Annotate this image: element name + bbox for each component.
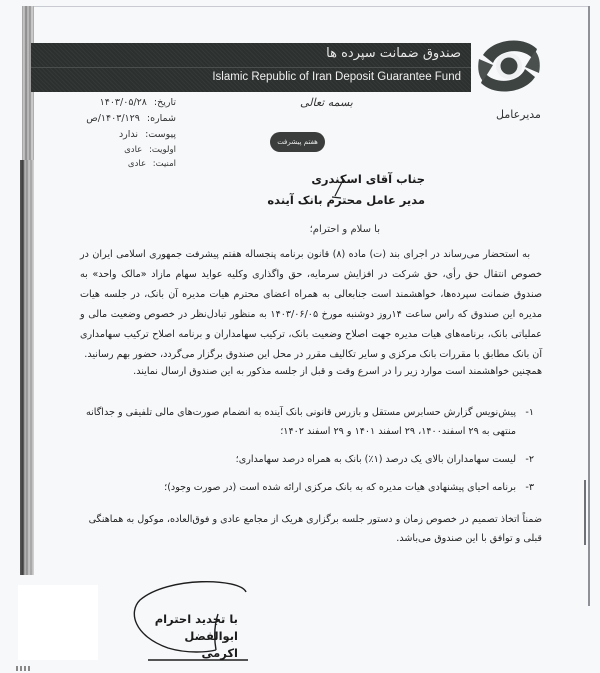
org-name-english: Islamic Republic of Iran Deposit Guarantee Fund [212, 71, 461, 83]
list-item-number: ۱- [525, 407, 534, 418]
letter-meta [56, 97, 176, 173]
page-frame-right [588, 6, 590, 606]
list-item [80, 451, 542, 469]
greeting: با سلام و احترام؛ [309, 224, 380, 235]
signatory-name: ابوالفضل اکرمی [184, 629, 238, 660]
meta-security [56, 159, 176, 173]
list-item [80, 403, 542, 441]
deposit-fund-logo-icon [475, 35, 543, 97]
letterhead-divider [31, 67, 471, 68]
priority-label: اولویت: [148, 145, 176, 155]
closing-paragraph: ضمناً اتخاذ تصمیم در خصوص زمان و دستور جلسه برگزاری هریک از مجامع عادی و فوق‌العاده، موکول به هماهنگی قبلی و توافق با این صندوق می‌باشد. [88, 514, 542, 544]
date-value: ۱۴۰۳/۰۵/۲۸ [99, 97, 147, 108]
list-item-text: پیش‌نویس گزارش حسابرس مستقل و بازرس قانونی بانک آینده به انضمام صورت‌های مالی تلفیقی و جداگانه منتهی به ۲۹ اسفند۱۴۰۰، ۲۹ اسفند ۱۴۰۱ و ۲۹ اسفند ۱۴۰۲؛ [85, 407, 516, 437]
bismillah-heading: بسمه تعالی [300, 96, 353, 109]
list-item-number: ۲- [525, 454, 534, 465]
meta-date [56, 97, 176, 113]
number-label: شماره: [146, 113, 176, 124]
redacted-area [18, 585, 98, 660]
binding-strip [20, 160, 34, 575]
page-frame-right-lower [584, 480, 586, 545]
attachment-value: ندارد [118, 129, 139, 140]
number-value: ۱۴۰۳/۱۲۹/ص [86, 113, 140, 124]
letterhead-band [31, 43, 471, 92]
handwritten-tick-icon [331, 178, 345, 200]
list-item [80, 479, 542, 497]
body-paragraph-2: همچنین خواهشمند است موارد زیر را در اسرع وقت و قبل از جلسه مذکور به این صندوق ارسال نمایند. [133, 366, 542, 377]
meta-attachment [56, 129, 176, 145]
department-label: مدیرعامل [496, 108, 541, 121]
list-item-text: برنامه احیای پیشنهادی هیات مدیره که به بانک مرکزی ارائه شده است (در صورت وجود)؛ [164, 482, 516, 493]
request-list [80, 403, 542, 497]
body-paragraph-1 [80, 245, 542, 365]
signature-block [150, 611, 238, 662]
paragraph-1-text: به استحضار می‌رساند در اجرای بند (ت) ماده (۸) قانون برنامه پنجساله هفتم پیشرفت جمهوری اسلامی ایران در خصوص انتقال حق رأی، حق شرکت در افزایش سرمایه، حق واگذاری وکلیه عواید سهام مازاد «مالک واحد» به صندوق ضمانت سپرده‌ها، خواهشمند است جنابعالی به همراه اعضای محترم هیات مدیره آن بانک، در جلسه هیات مدیره این صندوق که راس ساعت ۱۴روز دوشنبه مورخ ۱۴۰۳/۰۶/۰۵ به منظور تبادل‌نظر در خصوص وضعیت مالی و عملیاتی بانک، برنامه‌های هیات مدیره جهت اصلاح وضعیت بانک، ترکیب سهامداران و برنامه اصلاح ترکیب سهامداری آن بانک مطابق با مقررات بانک مرکزی و سایر تکالیف مقرر در محل این صندوق برگزار می‌گردد، حضور بهم رسانید. [80, 249, 542, 360]
meta-number [56, 113, 176, 129]
org-name-persian: صندوق ضمانت سپرده ها [326, 46, 461, 61]
security-value: عادی [127, 159, 147, 169]
date-label: تاریخ: [153, 97, 176, 108]
program-badge: هفتم پیشرفت [270, 132, 325, 152]
page-frame-top [34, 6, 590, 7]
signature-closing: با تجدید احترام [154, 612, 238, 626]
list-item-number: ۳- [525, 482, 534, 493]
recipient-title: مدیر عامل محترم بانک آینده [267, 193, 425, 207]
recipient-name: جناب آقای اسکندری [311, 172, 425, 186]
meta-priority [56, 145, 176, 159]
priority-value: عادی [124, 145, 143, 155]
security-label: امنیت: [152, 159, 176, 169]
attachment-label: پیوست: [145, 129, 176, 140]
list-item-text: لیست سهامداران بالای یک درصد (۱٪) بانک به همراه درصد سهامداری؛ [235, 454, 516, 465]
binding-strip-end [16, 666, 32, 671]
recipient-block [267, 172, 425, 207]
